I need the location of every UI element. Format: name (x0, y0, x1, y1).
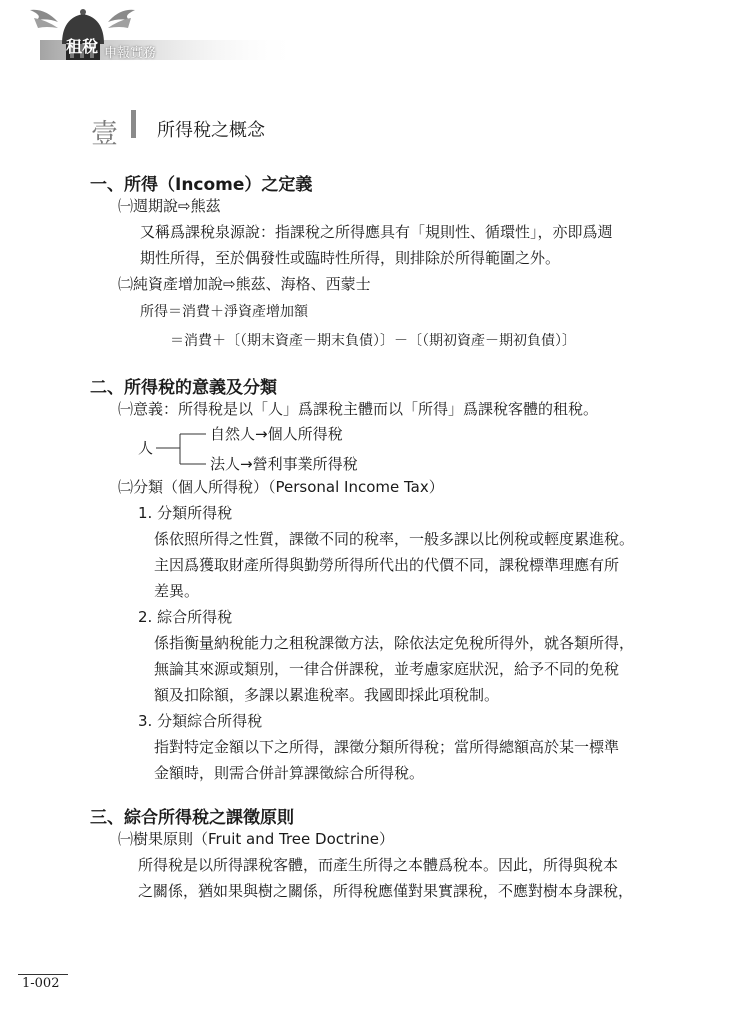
item-title: 1. 分類所得稅 (138, 504, 233, 522)
page-number: 1-002 (22, 976, 60, 991)
header-logo (0, 0, 300, 60)
paragraph-line: 額及扣除額，多課以累進稅率。我國即採此項稅制。 (154, 686, 500, 704)
paragraph-line: 主因爲獲取財產所得與勤勞所得所代出的代價不同，課稅標準理應有所 (154, 556, 620, 574)
paragraph-line: 所得稅是以所得課稅客體，而產生所得之本體爲稅本。因此，所得與稅本 (138, 856, 619, 874)
paragraph-line: 之關係，猶如果與樹之關係，所得稅應僅對果實課稅，不應對樹本身課稅， (138, 882, 634, 900)
formula-line: 所得＝消費＋淨資產增加額 (140, 304, 308, 320)
paragraph-line: 係指衡量納稅能力之租稅課徵方法，除依法定免稅所得外，就各類所得， (154, 634, 635, 652)
item-title: 3. 分類綜合所得稅 (138, 712, 263, 730)
paragraph-line: 指對特定金額以下之所得，課徵分類所得稅；當所得總額高於某一標準 (154, 738, 620, 756)
heading-taxation-principles: 三、綜合所得稅之課徵原則 (90, 808, 294, 828)
tree-bracket (156, 426, 216, 476)
paragraph-line: 差異。 (154, 582, 200, 600)
paragraph-line: 又稱爲課稅泉源說：指課稅之所得應具有「規則性、循環性」，亦即爲週 (140, 223, 613, 241)
heading-income-tax-meaning: 二、所得稅的意義及分類 (90, 378, 277, 398)
paragraph-line: 係依照所得之性質，課徵不同的稅率，一般多課以比例稅或輕度累進稅。 (154, 530, 635, 548)
subheading-periodic-theory: ㈠週期說⇨熊茲 (118, 197, 221, 215)
page-number-rule (18, 974, 68, 975)
logo-main-text: 租稅 (66, 37, 99, 56)
section-number: 壹 (91, 119, 118, 150)
tree-branch-natural-person: 自然人→個人所得稅 (210, 425, 343, 443)
logo-sub-text: 申報實務 (104, 46, 157, 61)
paragraph-line: 無論其來源或類別，一律合併課稅，並考慮家庭狀況，給予不同的免稅 (154, 660, 620, 678)
section-title: 所得稅之概念 (157, 120, 265, 141)
item-title: 2. 綜合所得稅 (138, 608, 233, 626)
tree-branch-legal-person: 法人→營利事業所得稅 (210, 455, 358, 473)
paragraph-line: 金額時，則需合併計算課徵綜合所得稅。 (154, 764, 425, 782)
subheading-fruit-tree: ㈠樹果原則（Fruit and Tree Doctrine） (118, 830, 394, 848)
subheading-classification: ㈡分類（個人所得稅）（Personal Income Tax） (118, 478, 444, 496)
heading-income-definition: 一、所得（Income）之定義 (90, 175, 313, 195)
paragraph-line: ㈠意義：所得稅是以「人」爲課稅主體而以「所得」爲課稅客體的租稅。 (118, 400, 599, 418)
paragraph-line: 期性所得，至於偶發性或臨時性所得，則排除於所得範圍之外。 (140, 249, 561, 267)
subheading-net-worth-theory: ㈡純資產增加說⇨熊茲、海格、西蒙士 (118, 275, 371, 293)
formula-line: ＝消費＋〔（期末資產－期末負債）〕－〔（期初資產－期初負債）〕 (170, 333, 576, 349)
section-divider-bar (131, 110, 136, 138)
tree-root-label: 人 (138, 439, 154, 457)
